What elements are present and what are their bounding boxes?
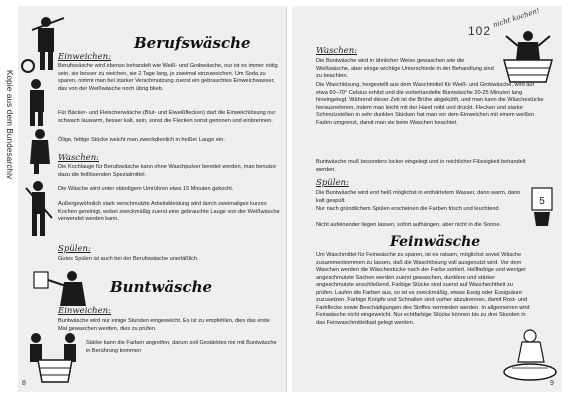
- paragraph: Um Waschmittel für Feinwäsche zu sparen, ist es ratsam, möglichst soviel Wäsche zusammenkommen zu lassen, daß die Waschlösung voll ausgenutzt wird. Vor dem Waschen werden die Wäschestücke nach der Farbe sortiert. Hellfarbige und weniger angeschmutzte Sachen werden zuerst gewaschen, dunklere und stärker angeschmutzte anschließend. Farbige Stücke sind zuerst auf Waschechtheit zu prüfen. Laufen die Farben aus, so ist es zweckmäßig, etwas Essig oder Essigsäure zuzusetzen. Farbige Knöpfe und Schnallen sind vorher abzutrennen, damit Rost- und Farbflecke sowie Beschädigungen des Stoffes vermieden werden. In allgemeinen wird Feinwäsche nicht eingeweicht. Nur echtfarbige Stücke können bis zu drei Stunden in das Feinwaschmittelbad gelegt werden.: [316, 252, 530, 326]
- paragraph: Die Buntwäsche wird erst heiß möglichst in enthärtetem Wasser, dann warm, dann kalt gespült.: [316, 190, 521, 204]
- woman-with-basin-illustration: [500, 328, 560, 384]
- left-page: [18, 6, 287, 392]
- paragraph: Die Wäsche wird unter ständigem Umrühren etwa 15 Minuten gekocht.: [58, 186, 234, 192]
- paragraph: Stärke kann die Farben angreifen, darum soll Gestärktes nie mit Buntwäsche in Berührung kommen: [86, 340, 277, 354]
- washtub-figure-illustration: [498, 30, 558, 84]
- subheading-spuelen: Spülen:: [58, 244, 91, 254]
- paragraph: Die Kochlauge für Berufswäsche kann ohne Waschpulver bereitet werden, man benutze dazu die fettlösenden Spezialmittel.: [58, 164, 277, 178]
- paragraph: Für Bäcker- und Fleischerwäsche (Blut- und Eiweißflecken) darf die Einweichlösung nur schwach lauwarm, besser kalt, sein, sonst die Flecken sonst gerinnen und einbrennen.: [58, 110, 276, 124]
- paragraph: Berufswäsche wird ebenso behandelt wie Weiß- und Grobwäsche, nur ist es immer nötig sein, sie besser zu weichen, sie 2 Tage lang, je zweimal einzuweichen. Um Soda zu sparen, nimmt man bei starker Verschmutzung zuerst ein gebrauchtes Einweichwasser, das von der Weißwäsche noch übrig blieb.: [58, 63, 278, 92]
- paragraph: Buntwäsche muß besonders locker eingelegt und in reichlicher Flüssigkeit behandelt werden.: [316, 159, 526, 173]
- subheading-spuelen-bunt: Spülen:: [316, 178, 349, 188]
- paragraph: Gutes Spülen ist auch bei der Berufswäsche unerläßlich.: [58, 256, 199, 262]
- subheading-waschen-bunt: Waschen:: [316, 46, 358, 56]
- paragraph: Die Waschlösung, hergestellt aus dem Waschmittel für Weiß- und Grobwäsche, wird auf etwa 60–70° Celsius erhitzt und die vorbehandelte Buntwäsche 20-25 Minuten lang hineingelegt. Während dieser Zeit ist die Brühe abgekühlt, und man kann die Wäschestücke herausnehmen, indem man leicht mit der Hand reibt und drückt. Flecken und starke Schmutzstellen in sehr dunklen Stücken hat man vor dem Einweichen mit einem weißen Faden umgrenzt, damit man sie beim Waschen beachtet.: [316, 82, 544, 126]
- heading-berufswaesche: Berufswäsche: [134, 34, 251, 52]
- paragraph: Ölige, fettige Stücke weicht man zweckdienlich in heißer Lauge ein.: [58, 137, 225, 143]
- handwritten-note: nicht kochen!: [491, 6, 541, 30]
- svg-text:5: 5: [539, 196, 545, 207]
- paragraph: Nicht aufeinander liegen lassen, sofort aufhängen, aber nicht in die Sonne.: [316, 222, 502, 228]
- subheading-einweichen-bunt: Einweichen:: [58, 306, 112, 316]
- women-washing-tub-illustration: [22, 332, 86, 384]
- woman-with-package-illustration: [32, 268, 92, 308]
- heading-feinwaesche: Feinwäsche: [390, 234, 481, 250]
- heading-buntwaesche: Buntwäsche: [110, 278, 213, 296]
- paragraph: Die Buntwäsche wird in ähnlicher Weise gewaschen wie die Weißwäsche, aber einige wichtige Unterschiede in der Behandlung sind zu beachten.: [316, 58, 494, 79]
- worker-with-tool-illustration: [22, 178, 56, 242]
- paragraph: Buntwäsche wird nur einige Stunden eingeweicht. Es ist zu empfehlen, dies das erste Mal gewaschen werden, dies zu prüfen.: [58, 318, 270, 332]
- page-number-top: 102: [468, 24, 492, 38]
- paragraph: Außergewöhnlich stark verschmutzte Arbeitskleidung wird durch zweimaliges kurzes Kochen gereinigt, wobei zweckmäßig zuerst eine gebrauchte Lauge von der Weißwäsche verwendet werden kann.: [58, 201, 280, 222]
- hanging-laundry-illustration: [526, 184, 558, 228]
- subheading-einweichen: Einweichen:: [58, 52, 112, 62]
- workers-illustration: [22, 76, 56, 176]
- right-page: [292, 6, 562, 392]
- subheading-waschen: Waschen:: [58, 153, 100, 163]
- page-number-left: 8: [22, 380, 26, 387]
- paragraph: Nur nach gründlichem Spülen erscheinen die Farben frisch und leuchtend.: [316, 206, 501, 212]
- archive-note: Kopie aus dem Bundesarchiv: [5, 70, 14, 180]
- page-number-right: 9: [550, 380, 554, 387]
